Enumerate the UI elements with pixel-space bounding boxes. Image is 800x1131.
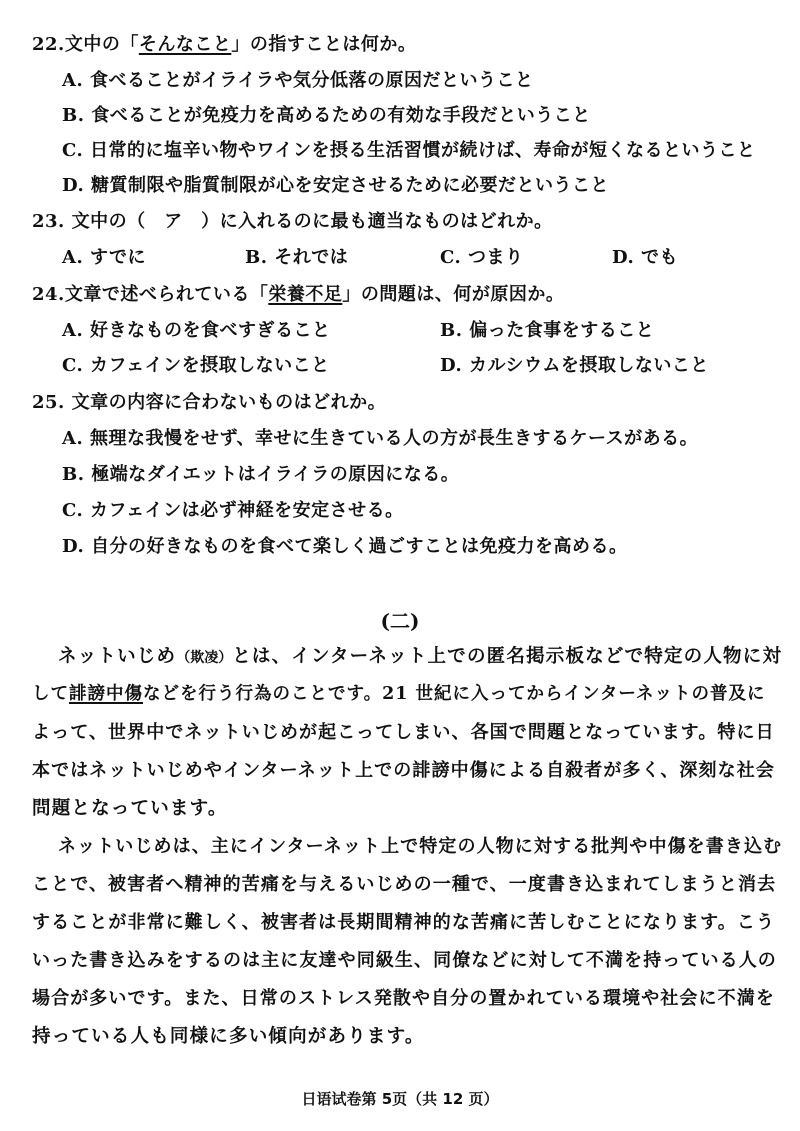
q25-option-c: C. カフェインは必ず神経を安定させる。 [62,500,404,521]
q24-option-d: D. カルシウムを摂取しないこと [440,355,709,376]
section-title: (二) [380,609,420,633]
paragraph-2-line-1: ネットいじめは、主にインターネット上で特定の人物に対する批判や中傷を書き込む [58,836,783,857]
q25-option-d: D. 自分の好きなものを食べて楽しく過ごすことは免疫力を高める。 [62,536,628,557]
paragraph-2-line-2: ことで、被害者へ精神的苦痛を与えるいじめの一種で、一度書き込まれてしまうと消去 [32,874,777,895]
q22-option-c: C. 日常的に塩辛い物やワインを摂る生活習慣が続けば、寿命が短くなるということ [62,140,756,161]
q23-option-d: D. でも [612,247,679,268]
question-23: 23. 文中の（ ア ）に入れるのに最も適当なものはどれか。 [32,211,553,232]
q22-option-b: B. 食べることが免疫力を高めるための有効な手段だということ [62,105,591,126]
q25-option-b: B. 極端なダイエットはイライラの原因になる。 [62,464,460,485]
paragraph-2-line-4: いった書き込みをするのは主に友達や同級生、同僚などに対して不満を持っている人の [32,950,777,971]
paragraph-1-line-2: して誹謗中傷などを行う行為のことです。21 世紀に入ってからインターネットの普及に [32,684,766,704]
paragraph-1-line-4: 本ではネットいじめやインターネット上での誹謗中傷による自殺者が多く、深刻な社会 [32,760,775,781]
q24-option-b: B. 偏った食事をすること [440,320,655,341]
question-25: 25. 文章の内容に合わないものはどれか。 [32,392,387,413]
underlined-phrase: そんなこと [138,34,232,55]
q22-option-d: D. 糖質制限や脂質制限が心を安定させるために必要だということ [62,175,609,196]
page-footer: 日语试卷第 5页（共 12 页） [301,1090,499,1108]
paragraph-1-line-3: よって、世界中でネットいじめが起こってしまい、各国で問題となっています。特に日 [32,722,775,743]
paragraph-2-line-5: 場合が多いです。また、日常のストレス発散や自分の置かれている環境や社会に不満を [32,988,775,1009]
q23-option-c: C. つまり [440,247,524,268]
gloss: （欺凌） [176,650,233,666]
paragraph-1-line-1: ネットいじめ（欺凌）とは、インターネット上での匿名掲示板などで特定の人物に対 [58,646,783,667]
q22-option-a: A. 食べることがイライラや気分低落の原因だということ [62,70,534,91]
underlined-phrase: 栄養不足 [268,284,343,305]
q24-option-a: A. 好きなものを食べすぎること [62,320,331,341]
underlined-phrase: 誹謗中傷 [69,684,143,704]
q25-option-a: A. 無理な我慢をせず、幸せに生きている人の方が長生きするケースがある。 [62,428,699,449]
paragraph-2-line-6: 持っている人も同様に多い傾向があります。 [32,1026,425,1047]
paragraph-2-line-3: することが非常に難しく、被害者は長期間精神的な苦痛に苦しむことになります。こう [32,912,776,933]
q24-option-c: C. カフェインを摂取しないこと [62,355,330,376]
question-22: 22.文中の「そんなこと」の指すことは何か。 [32,34,417,55]
question-24: 24.文章で述べられている「栄養不足」の問題は、何が原因か。 [32,284,565,305]
q23-option-b: B. それでは [245,247,349,268]
q23-option-a: A. すでに [62,247,147,268]
paragraph-1-line-5: 問題となっています。 [32,798,228,819]
